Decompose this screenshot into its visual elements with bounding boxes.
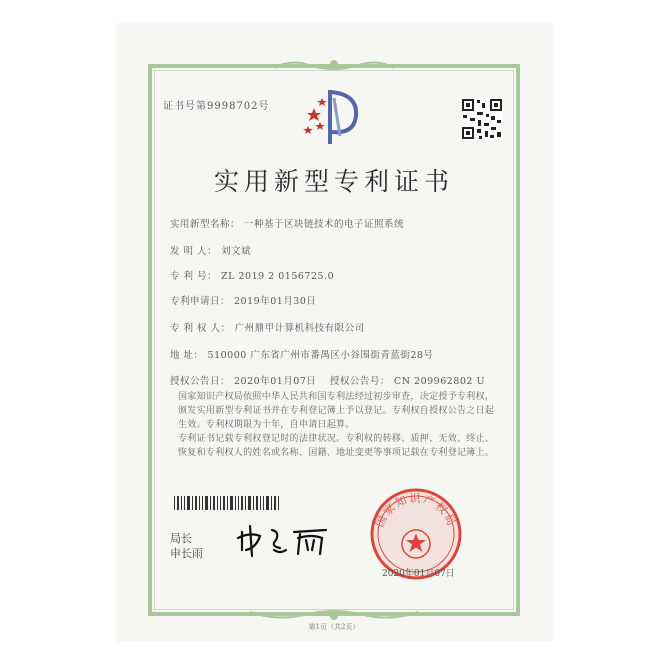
field-application-date [170, 293, 316, 307]
qr-code-icon [461, 98, 503, 140]
field-label: 专 利 权 人： [170, 323, 231, 334]
field-label: 专利申请日： [170, 296, 231, 307]
field-label: 专 利 号： [170, 271, 218, 282]
field-label: 授权公告日： [170, 376, 231, 387]
director-block [170, 531, 203, 561]
patent-office-logo-icon [300, 86, 364, 148]
field-patent-number [170, 268, 334, 282]
seal-text: 国家知识产权局 [373, 492, 459, 530]
field-label: 地 址： [170, 350, 204, 361]
field-label: 发 明 人： [170, 246, 218, 257]
field-label: 实用新型名称： [170, 219, 241, 230]
top-ornament-icon [272, 58, 396, 72]
barcode-icon [174, 496, 282, 510]
field-inventor [170, 243, 251, 257]
field-value: 2019年01月30日 [234, 296, 317, 307]
page-footer: 第1页（共2页） [308, 623, 360, 631]
statement-paragraph: 专利证书记载专利权登记时的法律状况。专利权的转移、质押、无效、终止、恢复和专利权人的姓名或名称、国籍、地址变更等事项记载在专利登记簿上。 [178, 434, 495, 458]
field-address [170, 347, 433, 361]
field-value: 一种基于区块链技术的电子证照系统 [244, 219, 405, 230]
director-title: 局长 [170, 532, 192, 545]
certificate-title: 实用新型专利证书 [213, 167, 454, 196]
certificate-number: 证书号第9998702号 [163, 101, 270, 112]
field-utility-model-name [170, 216, 404, 230]
field-label: 授权公告号： [329, 376, 390, 387]
field-value: 2020年01月07日 [234, 376, 317, 387]
field-value: 510000 广东省广州市番禺区小谷围街青蓝街28号 [207, 350, 434, 361]
seal-date: 2020年01月07日 [382, 569, 455, 579]
field-value: CN 209962802 U [393, 376, 485, 387]
field-value: 广州鼎甲计算机科技有限公司 [234, 323, 365, 334]
statement-paragraph: 国家知识产权局依照中华人民共和国专利法经过初步审查，决定授予专利权，颁发实用新型专利证书并在专利登记簿上予以登记。专利权自授权公告之日起生效。专利权期限为十年，自申请日起算。 [178, 392, 495, 430]
field-grant-announcement [170, 373, 485, 387]
field-patentee [170, 320, 365, 334]
field-value: ZL 2019 2 0156725.0 [221, 271, 335, 282]
signature-icon [236, 520, 332, 560]
bottom-ornament-icon [248, 608, 420, 622]
field-value: 刘文斌 [221, 246, 252, 257]
director-name: 申长雨 [170, 547, 203, 560]
